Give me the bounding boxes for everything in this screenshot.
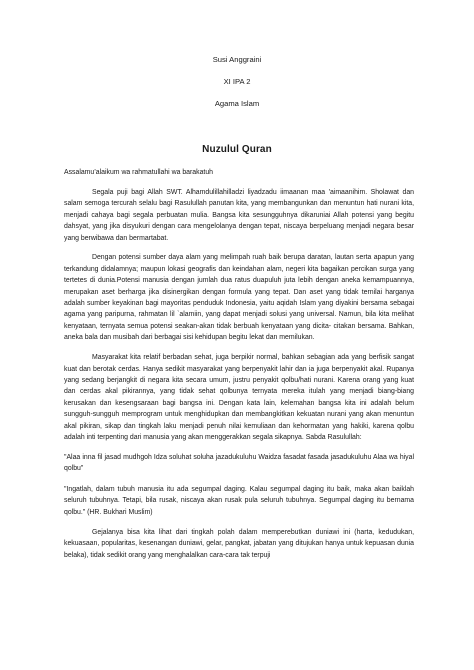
body-paragraph: Masyarakat kita relatif berbadan sehat, juga berpikir normal, bahkan sebagian ada yang berfisik sangat kuat dan berotak cerdas. Hanya sedikit masyarakat yang berpenyakit lahir dan ia juga berpenyakit akal. Rupanya yang sedang berjangkit di negara kita secara umum, justru penyakit qolbu/hati nurani. Karena orang yang kuat dan cerdas akal pikirannya, yang tidak sehat qolbunya ternyata mereka itulah yang menjadi biang-biang kerusakan dan kesengsaraan bagi bangsa ini. Dengan kata lain, kelemahan bangsa kita ini adalah belum sungguh-sungguh memprogram untuk menghidupkan dan membangkitkan kekuatan nurani yang akan menuntun akal pikiran, sikap dan tingkah laku menjadi penuh nilai kemuliaan dan kehormatan yang hakiki, karena qolbu adalah inti terpenting dari manusia yang akan menggerakkan segala sikapnya. Sabda Rasulullah:	[64, 354, 414, 442]
body-paragraph: Segala puji bagi Allah SWT. Alhamdulillahilladzi liyadzadu iimaanan maa 'aimaanihim. Sholawat dan salam semoga tercurah selalu bagi Rasulullah panutan kita, yang membangunkan dan menuntun hati nurani kita, menjadi cahaya bagi segala perbuatan mulia. Bangsa kita sesungguhnya dikaruniai Allah potensi yang begitu dahsyat, yang jika disyukuri dengan cara mengelolanya dengan tepat, niscaya berpeluang menjadi negara besar yang berwibawa dan bermartabat.	[64, 188, 414, 242]
hadith-arabic-quote: "Alaa inna fil jasad mudhgoh Idza soluhat soluha jazadukuluhu Waidza fasadat fasada jasadukuluhu Alaa wa hiyal qolbu"	[64, 453, 414, 473]
document-body	[64, 167, 414, 570]
body-paragraph: Dengan potensi sumber daya alam yang melimpah ruah baik berupa daratan, lautan serta apapun yang terkandung didalamnya; maupun lokasi geografis dan keindahan alam, negeri kita bagaikan percikan surga yang tertetes di dunia.Potensi manusia dengan jumlah dua ratus duapuluh juta lebih dengan aneka kemampuannya, merupakan aset berharga jika disinergikan dengan formula yang tepat. Dan aset yang tidak ternilai harganya adalah sumber keyakinan bagi mayoritas penduduk Indonesia, yaitu aqidah Islam yang diyakini bersama sebagai agama yang paripurna, rahmatan lil `alamiin, yang dapat menjadi solusi yang universal. Namun, bila kita melihat kenyataan, ternyata semua potensi seakan-akan tidak berbuah kenyataan yang dicita- citakan bersama. Bahkan, aneka bala dan musibah dari berbagai sisi kehidupan begitu lekat dan memilukan.	[64, 254, 414, 342]
subject-name: Agama Islam	[214, 99, 260, 108]
greeting-paragraph: Assalamu’alaikum wa rahmatullahi wa barakatuh	[64, 169, 213, 176]
class-name: XI IPA 2	[223, 77, 251, 86]
hadith-translation-quote: "Ingatlah, dalam tubuh manusia itu ada segumpal daging. Kalau segumpal daging itu baik, maka akan baiklah seluruh tubuhnya. Tetapi, bila rusak, niscaya akan rusak pula seluruh tubuhnya. Segumpal daging itu bernama qolbu." (HR. Bukhari Muslim)	[64, 485, 414, 516]
document-title: Nuzulul Quran	[202, 144, 272, 155]
body-paragraph: Gejalanya bisa kita lihat dari tingkah polah dalam memperebutkan duniawi ini (harta, kedudukan, kekuasaan, popularitas, kesenangan duniawi, gelar, pangkat, jabatan yang ditujukan hanya untuk kepuasan dunia belaka), tidak sedikit orang yang menghalalkan cara-cara tak terpuji	[64, 528, 414, 559]
author-name: Susi Anggraini	[212, 55, 262, 64]
document-header	[0, 56, 474, 110]
